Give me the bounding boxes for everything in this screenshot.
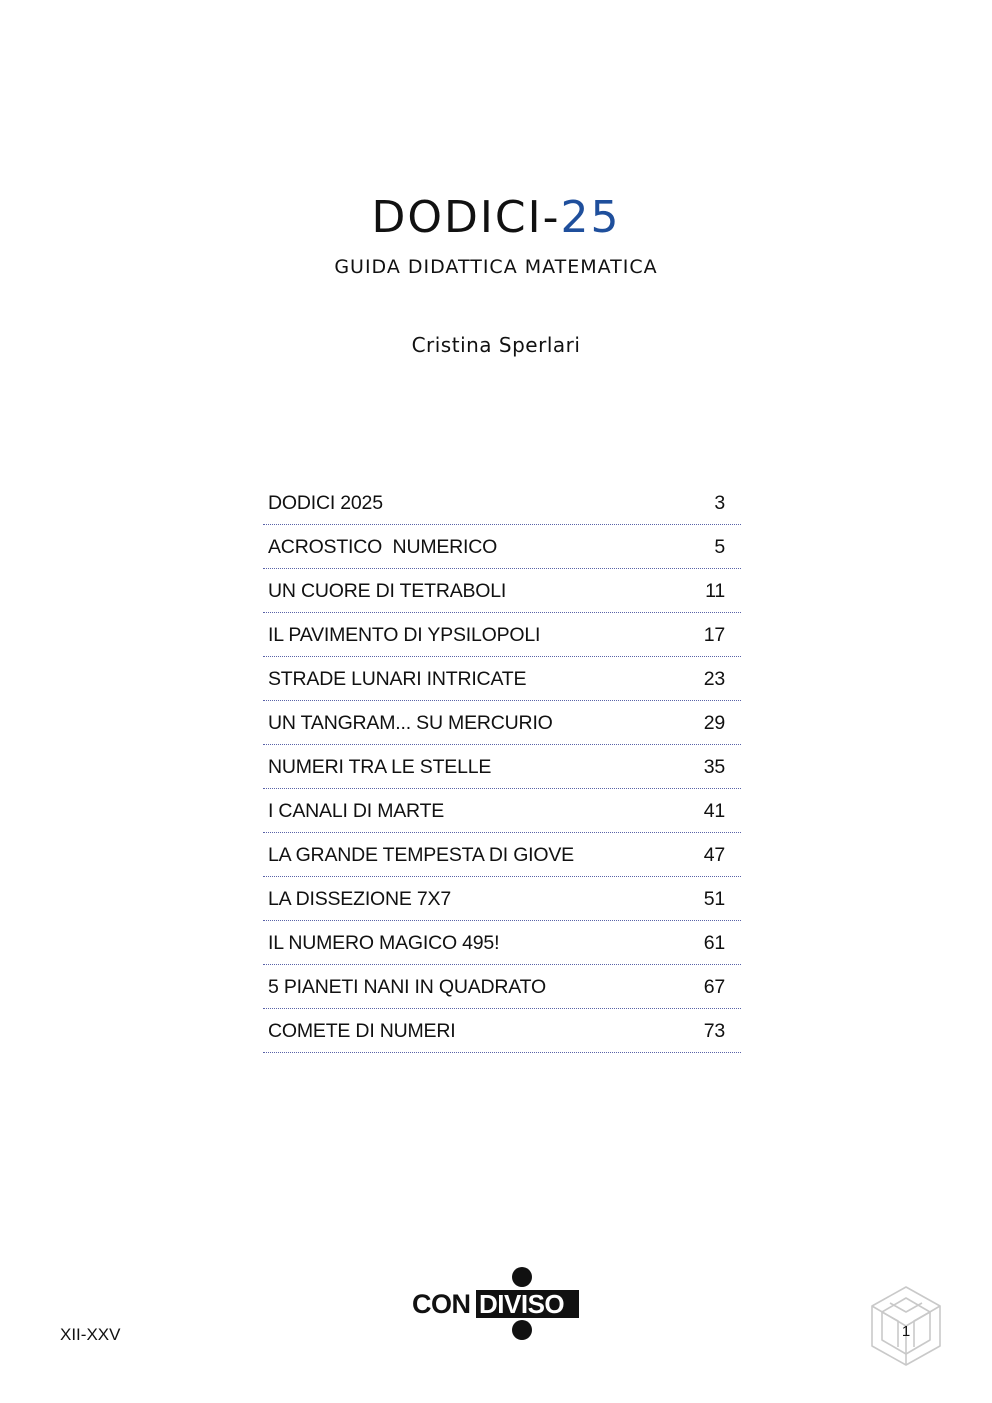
toc-entry bbox=[263, 614, 741, 657]
toc-entry-title: LA DISSEZIONE 7X7 bbox=[268, 887, 452, 910]
toc-entry bbox=[263, 570, 741, 613]
toc-entry-title: STRADE LUNARI INTRICATE bbox=[268, 667, 527, 690]
toc-entry bbox=[263, 966, 741, 1009]
toc-entry-title: IL NUMERO MAGICO 495! bbox=[268, 931, 500, 954]
toc-entry-title: COMETE DI NUMERI bbox=[268, 1019, 456, 1042]
title-main: DODICI- bbox=[371, 192, 561, 243]
logo-text-left: CON bbox=[412, 1289, 471, 1319]
title-accent: 25 bbox=[560, 192, 621, 243]
toc-entry-title: NUMERI TRA LE STELLE bbox=[268, 755, 492, 778]
toc-entry-title: DODICI 2025 bbox=[268, 491, 383, 514]
logo-dot-top-icon bbox=[512, 1267, 532, 1287]
footer-code: XII-XXV bbox=[60, 1325, 121, 1344]
toc-entry-page: 41 bbox=[703, 799, 725, 822]
logo-text-right: DIVISO bbox=[479, 1289, 565, 1319]
toc-entry-page: 51 bbox=[703, 887, 725, 910]
toc-entry bbox=[263, 1010, 741, 1053]
toc-entry-page: 67 bbox=[703, 975, 725, 998]
toc-entry bbox=[263, 834, 741, 877]
toc-entry-page: 35 bbox=[703, 755, 725, 778]
toc-entry bbox=[263, 790, 741, 833]
impossible-cube-icon bbox=[868, 1284, 944, 1368]
toc-entry-title: LA GRANDE TEMPESTA DI GIOVE bbox=[268, 843, 574, 866]
toc-entry bbox=[263, 702, 741, 745]
toc-entry bbox=[263, 878, 741, 921]
toc-entry-page: 73 bbox=[703, 1019, 725, 1042]
toc-entry bbox=[263, 526, 741, 569]
toc-entry-title: ACROSTICO NUMERICO bbox=[268, 535, 498, 558]
toc-entry-page: 29 bbox=[703, 711, 725, 734]
toc-entry bbox=[263, 922, 741, 965]
author-name: Cristina Sperlari bbox=[411, 333, 581, 357]
toc-entry-title: UN TANGRAM... SU MERCURIO bbox=[268, 711, 553, 734]
toc-entry-title: IL PAVIMENTO DI YPSILOPOLI bbox=[268, 623, 541, 646]
toc-entry-page: 61 bbox=[703, 931, 725, 954]
toc-entry bbox=[263, 482, 741, 525]
page-number: 1 bbox=[901, 1323, 911, 1340]
toc-entry-page: 17 bbox=[703, 623, 725, 646]
toc-entry bbox=[263, 658, 741, 701]
toc-entry-title: UN CUORE DI TETRABOLI bbox=[268, 579, 507, 602]
document-subtitle: GUIDA DIDATTICA MATEMATICA bbox=[334, 256, 658, 278]
document-title bbox=[0, 192, 992, 244]
toc-entry-page: 11 bbox=[705, 579, 725, 602]
toc-entry-title: I CANALI DI MARTE bbox=[268, 799, 445, 822]
toc-entry-page: 47 bbox=[703, 843, 725, 866]
toc-entry-title: 5 PIANETI NANI IN QUADRATO bbox=[268, 975, 546, 998]
toc-entry bbox=[263, 746, 741, 789]
table-of-contents bbox=[263, 482, 741, 1054]
logo-dot-bottom-icon bbox=[512, 1320, 532, 1340]
condiviso-logo bbox=[410, 1266, 585, 1342]
toc-entry-page: 5 bbox=[714, 535, 725, 558]
toc-entry-page: 3 bbox=[714, 491, 725, 514]
toc-entry-page: 23 bbox=[703, 667, 725, 690]
